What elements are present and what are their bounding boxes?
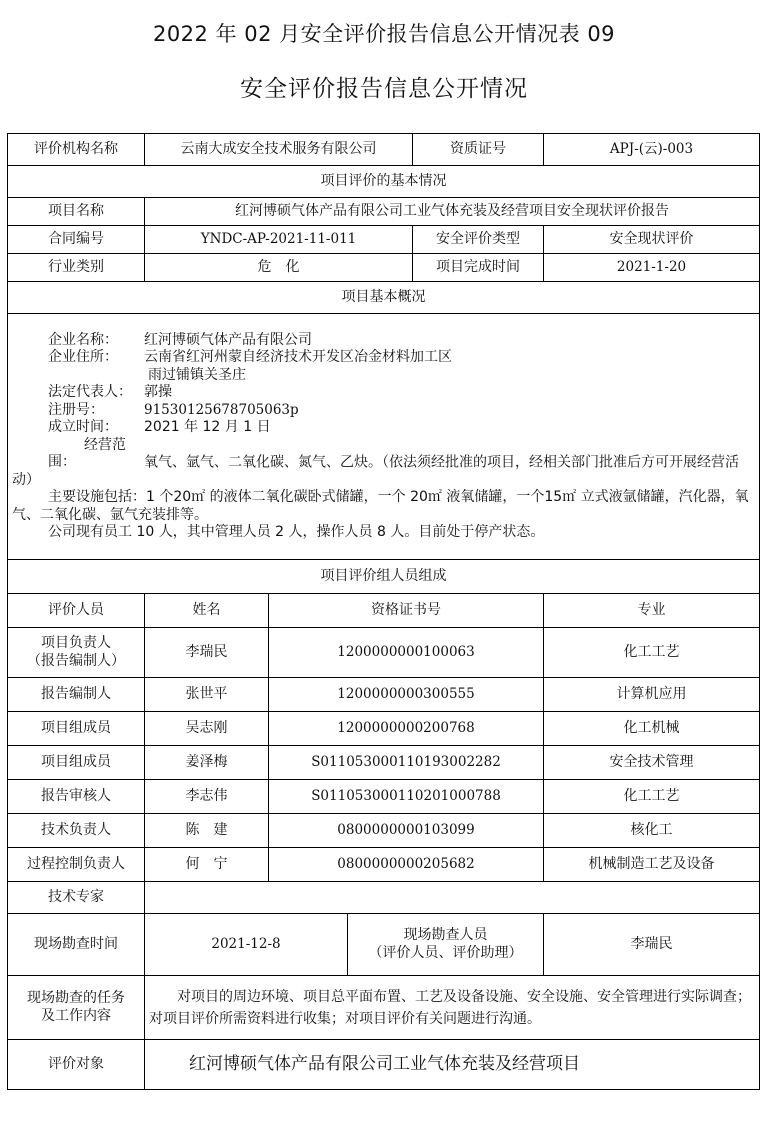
project-name: 红河博硕气体产品有限公司工业气体充装及经营项目安全现状评价报告 (145, 198, 760, 226)
team-cert: 1200000000300555 (269, 678, 544, 712)
table-row (8, 628, 760, 678)
team-major: 计算机应用 (544, 678, 760, 712)
address-label: 企业住所： (48, 349, 118, 365)
scope-text: 氧气、氩气、二氧化碳、氮气、乙炔。（依法须经批准的项目，经相关部门批准后方可开展经营活动） (12, 454, 739, 488)
overview-section-title: 项目基本概况 (8, 282, 760, 314)
survey-task-label: 现场勘查的任务 及工作内容 (8, 976, 145, 1040)
team-role: 项目组成员 (8, 712, 145, 746)
team-name: 陈 建 (145, 814, 269, 848)
basic-section-title: 项目评价的基本情况 (8, 166, 760, 198)
info-table (7, 133, 760, 1090)
rep-name: 郭操 (144, 384, 172, 400)
team-cert: 1200000000200768 (269, 712, 544, 746)
cert-value: APJ-(云)-003 (544, 134, 760, 166)
team-major: 机械制造工艺及设备 (544, 848, 760, 882)
team-name: 李志伟 (145, 780, 269, 814)
survey-people: 李瑞民 (544, 914, 760, 976)
survey-people-label: 现场勘查人员 （评价人员、评价助理） (348, 914, 544, 976)
team-name: 何 宁 (145, 848, 269, 882)
scope-label: 经营范围： (48, 436, 126, 470)
team-header-cert: 资格证书号 (269, 594, 544, 628)
evaluation-object: 红河博硕气体产品有限公司工业气体充装及经营项目 (145, 1040, 760, 1090)
finish-date: 2021-1-20 (544, 254, 760, 282)
rep-label: 法定代表人： (48, 384, 132, 400)
contract-no: YNDC-AP-2021-11-011 (145, 226, 413, 254)
project-name-label: 项目名称 (8, 198, 145, 226)
eval-type: 安全现状评价 (544, 226, 760, 254)
reg-label: 注册号： (48, 401, 104, 418)
contract-label: 合同编号 (8, 226, 145, 254)
industry-label: 行业类别 (8, 254, 145, 282)
object-label: 评价对象 (8, 1040, 145, 1090)
founded-label: 成立时间： (48, 419, 118, 435)
facilities-text: 主要设施包括：1 个20㎡ 的液体二氧化碳卧式储罐，一个 20㎡ 液氧储罐，一个15㎡ 立式液氩储罐，汽化器，氧气、二氧化碳、氩气充装排等。 (12, 489, 749, 523)
team-role: 技术负责人 (8, 814, 145, 848)
table-row (8, 746, 760, 780)
team-major: 核化工 (544, 814, 760, 848)
company-name: 红河博硕气体产品有限公司 (144, 331, 312, 348)
org-name: 云南大成安全技术服务有限公司 (145, 134, 413, 166)
team-role: 报告审核人 (8, 780, 145, 814)
finish-label: 项目完成时间 (413, 254, 544, 282)
survey-time-label: 现场勘查时间 (8, 914, 145, 976)
company-label: 企业名称： (48, 331, 118, 348)
industry: 危 化 (145, 254, 413, 282)
document-subtitle: 安全评价报告信息公开情况 (240, 76, 528, 102)
team-name: 李瑞民 (145, 628, 269, 678)
document-title: 2022 年 02 月安全评价报告信息公开情况表 09 (152, 22, 616, 46)
address-line2: 雨过铺镇关圣庄 (148, 366, 246, 383)
team-header-role: 评价人员 (8, 594, 145, 628)
team-role: 项目负责人 （报告编制人） (8, 628, 145, 678)
team-section-title: 项目评价组人员组成 (8, 560, 760, 594)
team-major: 化工工艺 (544, 780, 760, 814)
staff-text: 公司现有员工 10 人，其中管理人员 2 人，操作人员 8 人。目前处于停产状态。 (48, 524, 545, 540)
table-row (8, 678, 760, 712)
team-role: 报告编制人 (8, 678, 145, 712)
cert-label: 资质证号 (413, 134, 544, 166)
survey-time: 2021-12-8 (145, 914, 348, 976)
expert-label: 技术专家 (8, 882, 145, 914)
expert-value (145, 882, 760, 914)
team-name: 张世平 (145, 678, 269, 712)
reg-no: 91530125678705063p (144, 401, 299, 418)
table-row (8, 712, 760, 746)
team-name: 姜泽梅 (145, 746, 269, 780)
eval-type-label: 安全评价类型 (413, 226, 544, 254)
team-cert: 0800000000205682 (269, 848, 544, 882)
team-cert: 1200000000100063 (269, 628, 544, 678)
team-cert: S011053000110193002282 (269, 746, 544, 780)
org-label: 评价机构名称 (8, 134, 145, 166)
table-row (8, 848, 760, 882)
team-major: 安全技术管理 (544, 746, 760, 780)
team-role: 过程控制负责人 (8, 848, 145, 882)
team-major: 化工机械 (544, 712, 760, 746)
org-row (8, 134, 760, 166)
team-cert: S011053000110201000788 (269, 780, 544, 814)
team-header-row (8, 594, 760, 628)
table-row (8, 780, 760, 814)
founded-date: 2021 年 12 月 1 日 (144, 419, 271, 435)
team-major: 化工工艺 (544, 628, 760, 678)
team-role: 项目组成员 (8, 746, 145, 780)
team-header-major: 专业 (544, 594, 760, 628)
team-header-name: 姓名 (145, 594, 269, 628)
survey-task: 对项目的周边环境、项目总平面布置、工艺及设备设施、安全设施、安全管理进行实际调查；对项目评价所需资料进行收集；对项目评价有关问题进行沟通。 (145, 976, 760, 1040)
address-line1: 云南省红河州蒙自经济技术开发区冶金材料加工区 (144, 349, 452, 365)
team-name: 吴志刚 (145, 712, 269, 746)
team-cert: 0800000000103099 (269, 814, 544, 848)
table-row (8, 814, 760, 848)
overview-body (8, 314, 760, 560)
